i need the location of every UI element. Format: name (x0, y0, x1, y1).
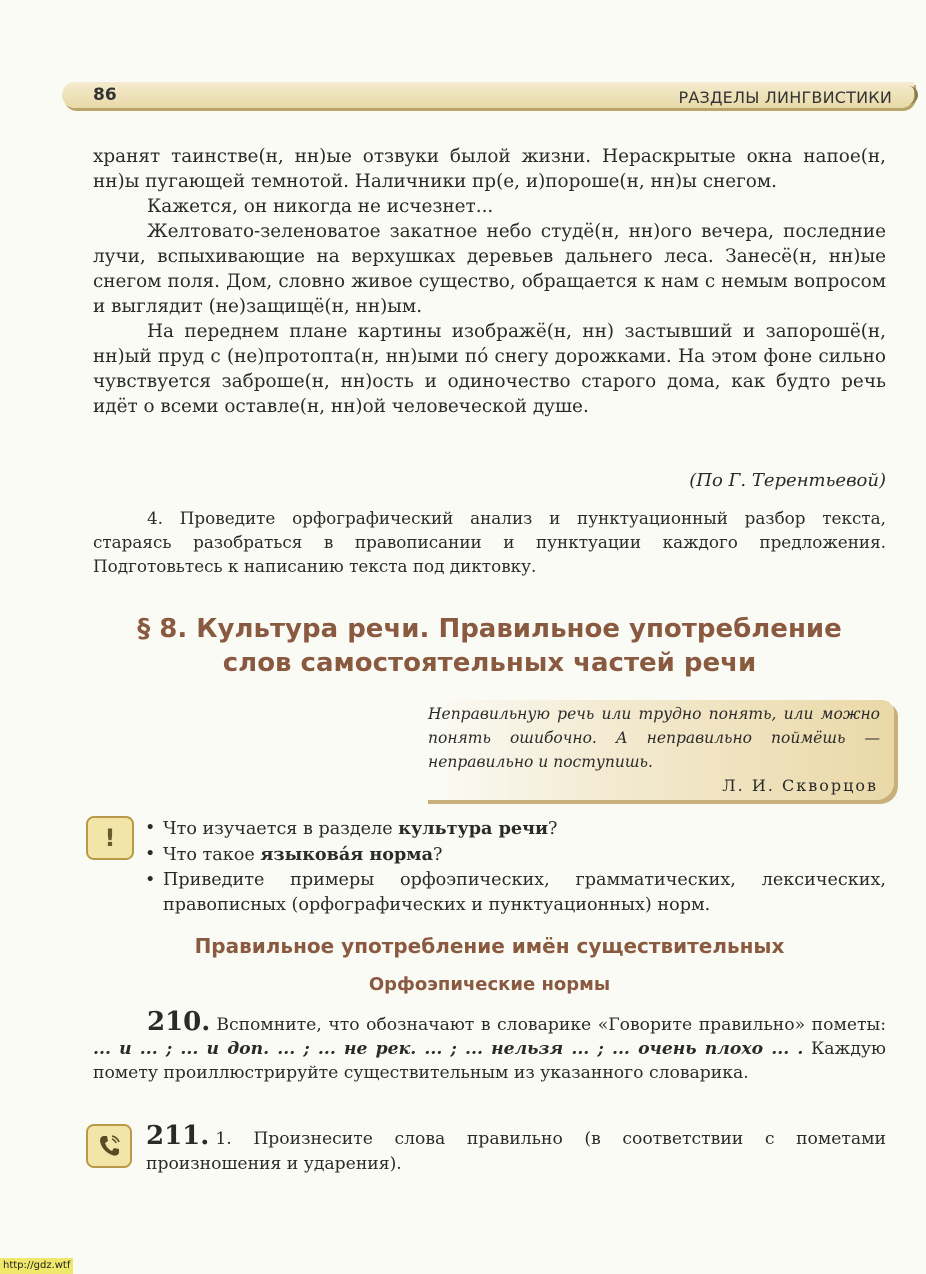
paragraph: хранят таинстве(н, нн)ые отзвуки былой жизни. Нераскрытые окна напое(н, нн)ы пугающей темнотой. Наличники пр(е, и)пороше(н, нн)ы снегом. (93, 146, 886, 192)
epigraph-text: Неправильную речь или трудно понять, или можно понять ошибочно. А неправильно поймёшь — неправильно и поступишь. (428, 705, 880, 771)
section-title-line: § 8. Культура речи. Правильное употребление (137, 614, 842, 644)
exercise-marks: ... и ... ; ... и доп. ... ; ... не рек. ... ; ... нельзя ... ; ... очень плохо ... . (93, 1039, 804, 1059)
subheading-nouns: Правильное употребление имён существительных (194, 934, 785, 958)
exercise-211: 211. 1. Произнесите слова правильно (в соответствии с пометами произношения и ударения). (146, 1121, 886, 1174)
epigraph-author: Л. И. Скворцов (722, 776, 878, 795)
exercise-210: 210. Вспомните, что обозначают в словарике «Говорите правильно» пометы: ... и ... ; ... и доп. ... ; ... не рек. ... ; ... нельзя ... ; ... очень плохо ... . Каждую помету проиллюстрируйте существительным из указанного словарика. (93, 1007, 886, 1083)
exercise-number: 211. (146, 1121, 210, 1151)
exclamation-icon: ! (86, 816, 134, 860)
phone-speech-icon (86, 1124, 132, 1168)
list-item: • Что изучается в разделе культура речи? (145, 816, 886, 842)
question-list (145, 816, 886, 918)
section-title-line: слов самостоятельных частей речи (222, 648, 757, 678)
paragraph: На переднем плане картины изображё(н, нн) застывший и запорошё(н, нн)ый пруд с (не)протопта(н, нн)ыми пó снегу дорожками. На этом фоне сильно чувствуется заброше(н, нн)ость и одиночество старого дома, как будто речь идёт о всеми оставле(н, нн)ой человеческой душе. (93, 321, 886, 417)
subheading-orthoepic: Орфоэпические нормы (368, 974, 611, 995)
list-item: • Что такое языковáя норма? (145, 842, 886, 868)
section-title (93, 612, 886, 680)
header-decoration (903, 86, 918, 104)
watermark[interactable]: http://gdz.wtf (0, 1258, 73, 1274)
paragraph: Желтовато-зеленоватое закатное небо студё(н, нн)ого вечера, последние лучи, вспыхивающие на верхушках деревьев дальнего леса. Занесё(н, нн)ые снегом поля. Дом, словно живое существо, обращается к нам с немым вопросом и выглядит (не)защищё(н, нн)ым. (93, 221, 886, 317)
paragraph: Кажется, он никогда не исчезнет... (147, 196, 494, 217)
task-4: 4. Проведите орфографический анализ и пунктуационный разбор текста, стараясь разобраться в правописании и пунктуации каждого предложения. Подготовьтесь к написанию текста под диктовку. (93, 508, 886, 576)
body-text (93, 144, 886, 419)
running-head: РАЗДЕЛЫ ЛИНГВИСТИКИ (678, 88, 892, 107)
exercise-number: 210. (147, 1007, 211, 1037)
page-number: 86 (93, 85, 117, 105)
text-attribution: (По Г. Терентьевой) (689, 470, 886, 491)
list-item: • Приведите примеры орфоэпических, грамматических, лексических, правописных (орфографических и пунктуационных) норм. (145, 868, 886, 918)
